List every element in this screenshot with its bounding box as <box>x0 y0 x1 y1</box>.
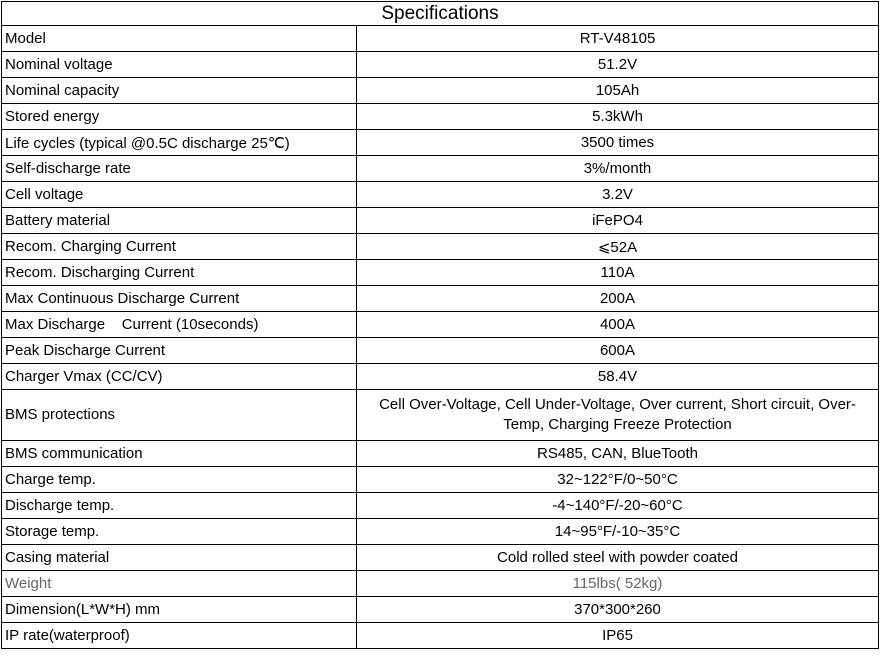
spec-label: Nominal capacity <box>2 78 357 104</box>
spec-value: 3.2V <box>357 182 879 208</box>
spec-label: BMS protections <box>2 390 357 441</box>
spec-label: Max Continuous Discharge Current <box>2 286 357 312</box>
spec-value: 5.3kWh <box>357 104 879 130</box>
spec-row-charge-temp <box>2 467 879 493</box>
spec-label: Model <box>2 26 357 52</box>
spec-row-max-discharge-10s <box>2 312 879 338</box>
spec-value: 370*300*260 <box>357 597 879 623</box>
spec-label: Peak Discharge Current <box>2 338 357 364</box>
spec-value: 58.4V <box>357 364 879 390</box>
spec-value: 110A <box>357 260 879 286</box>
spec-value: 115lbs( 52kg) <box>357 571 879 597</box>
spec-row-discharge-temp <box>2 493 879 519</box>
spec-label: IP rate(waterproof) <box>2 623 357 649</box>
spec-row-cell-voltage <box>2 182 879 208</box>
spec-label: Battery material <box>2 208 357 234</box>
specifications-table <box>1 1 879 649</box>
spec-label: Life cycles (typical @0.5C discharge 25℃) <box>2 130 357 156</box>
spec-row-nominal-voltage <box>2 52 879 78</box>
spec-row-self-discharge-rate <box>2 156 879 182</box>
spec-value: 51.2V <box>357 52 879 78</box>
spec-row-max-continuous-discharge <box>2 286 879 312</box>
spec-value: iFePO4 <box>357 208 879 234</box>
spec-row-bms-communication <box>2 441 879 467</box>
spec-value: RT-V48105 <box>357 26 879 52</box>
spec-label: Discharge temp. <box>2 493 357 519</box>
table-title: Specifications <box>2 2 879 26</box>
spec-value: 400A <box>357 312 879 338</box>
spec-row-casing-material <box>2 545 879 571</box>
spec-value: 14~95°F/-10~35°C <box>357 519 879 545</box>
spec-row-weight <box>2 571 879 597</box>
spec-row-ip-rate <box>2 623 879 649</box>
spec-label: Stored energy <box>2 104 357 130</box>
spec-value: 105Ah <box>357 78 879 104</box>
spec-label: Storage temp. <box>2 519 357 545</box>
spec-row-storage-temp <box>2 519 879 545</box>
spec-value: Cell Over-Voltage, Cell Under-Voltage, Over current, Short circuit, Over-Temp, Charging Freeze Protection <box>357 390 879 441</box>
spec-label: Dimension(L*W*H) mm <box>2 597 357 623</box>
spec-label: Max Discharge Current (10seconds) <box>2 312 357 338</box>
spec-value: -4~140°F/-20~60°C <box>357 493 879 519</box>
spec-label: Recom. Discharging Current <box>2 260 357 286</box>
spec-label: Recom. Charging Current <box>2 234 357 260</box>
spec-row-dimension <box>2 597 879 623</box>
spec-value: IP65 <box>357 623 879 649</box>
spec-row-life-cycles <box>2 130 879 156</box>
spec-value: RS485, CAN, BlueTooth <box>357 441 879 467</box>
spec-label: BMS communication <box>2 441 357 467</box>
spec-value: 3500 times <box>357 130 879 156</box>
spec-label: Nominal voltage <box>2 52 357 78</box>
spec-row-peak-discharge <box>2 338 879 364</box>
spec-value: 600A <box>357 338 879 364</box>
spec-label: Casing material <box>2 545 357 571</box>
spec-label: Charge temp. <box>2 467 357 493</box>
spec-value: 3%/month <box>357 156 879 182</box>
spec-value: 32~122°F/0~50°C <box>357 467 879 493</box>
spec-row-nominal-capacity <box>2 78 879 104</box>
spec-label: Cell voltage <box>2 182 357 208</box>
spec-label: Charger Vmax (CC/CV) <box>2 364 357 390</box>
spec-row-stored-energy <box>2 104 879 130</box>
spec-row-model <box>2 26 879 52</box>
spec-row-charger-vmax <box>2 364 879 390</box>
spec-row-bms-protections <box>2 390 879 441</box>
spec-value: 200A <box>357 286 879 312</box>
spec-row-battery-material <box>2 208 879 234</box>
spec-value: ⩽52A <box>357 234 879 260</box>
header-row <box>2 2 879 26</box>
spec-value: Cold rolled steel with powder coated <box>357 545 879 571</box>
spec-label: Weight <box>2 571 357 597</box>
spec-label: Self-discharge rate <box>2 156 357 182</box>
spec-row-charging-current <box>2 234 879 260</box>
spec-row-discharging-current <box>2 260 879 286</box>
